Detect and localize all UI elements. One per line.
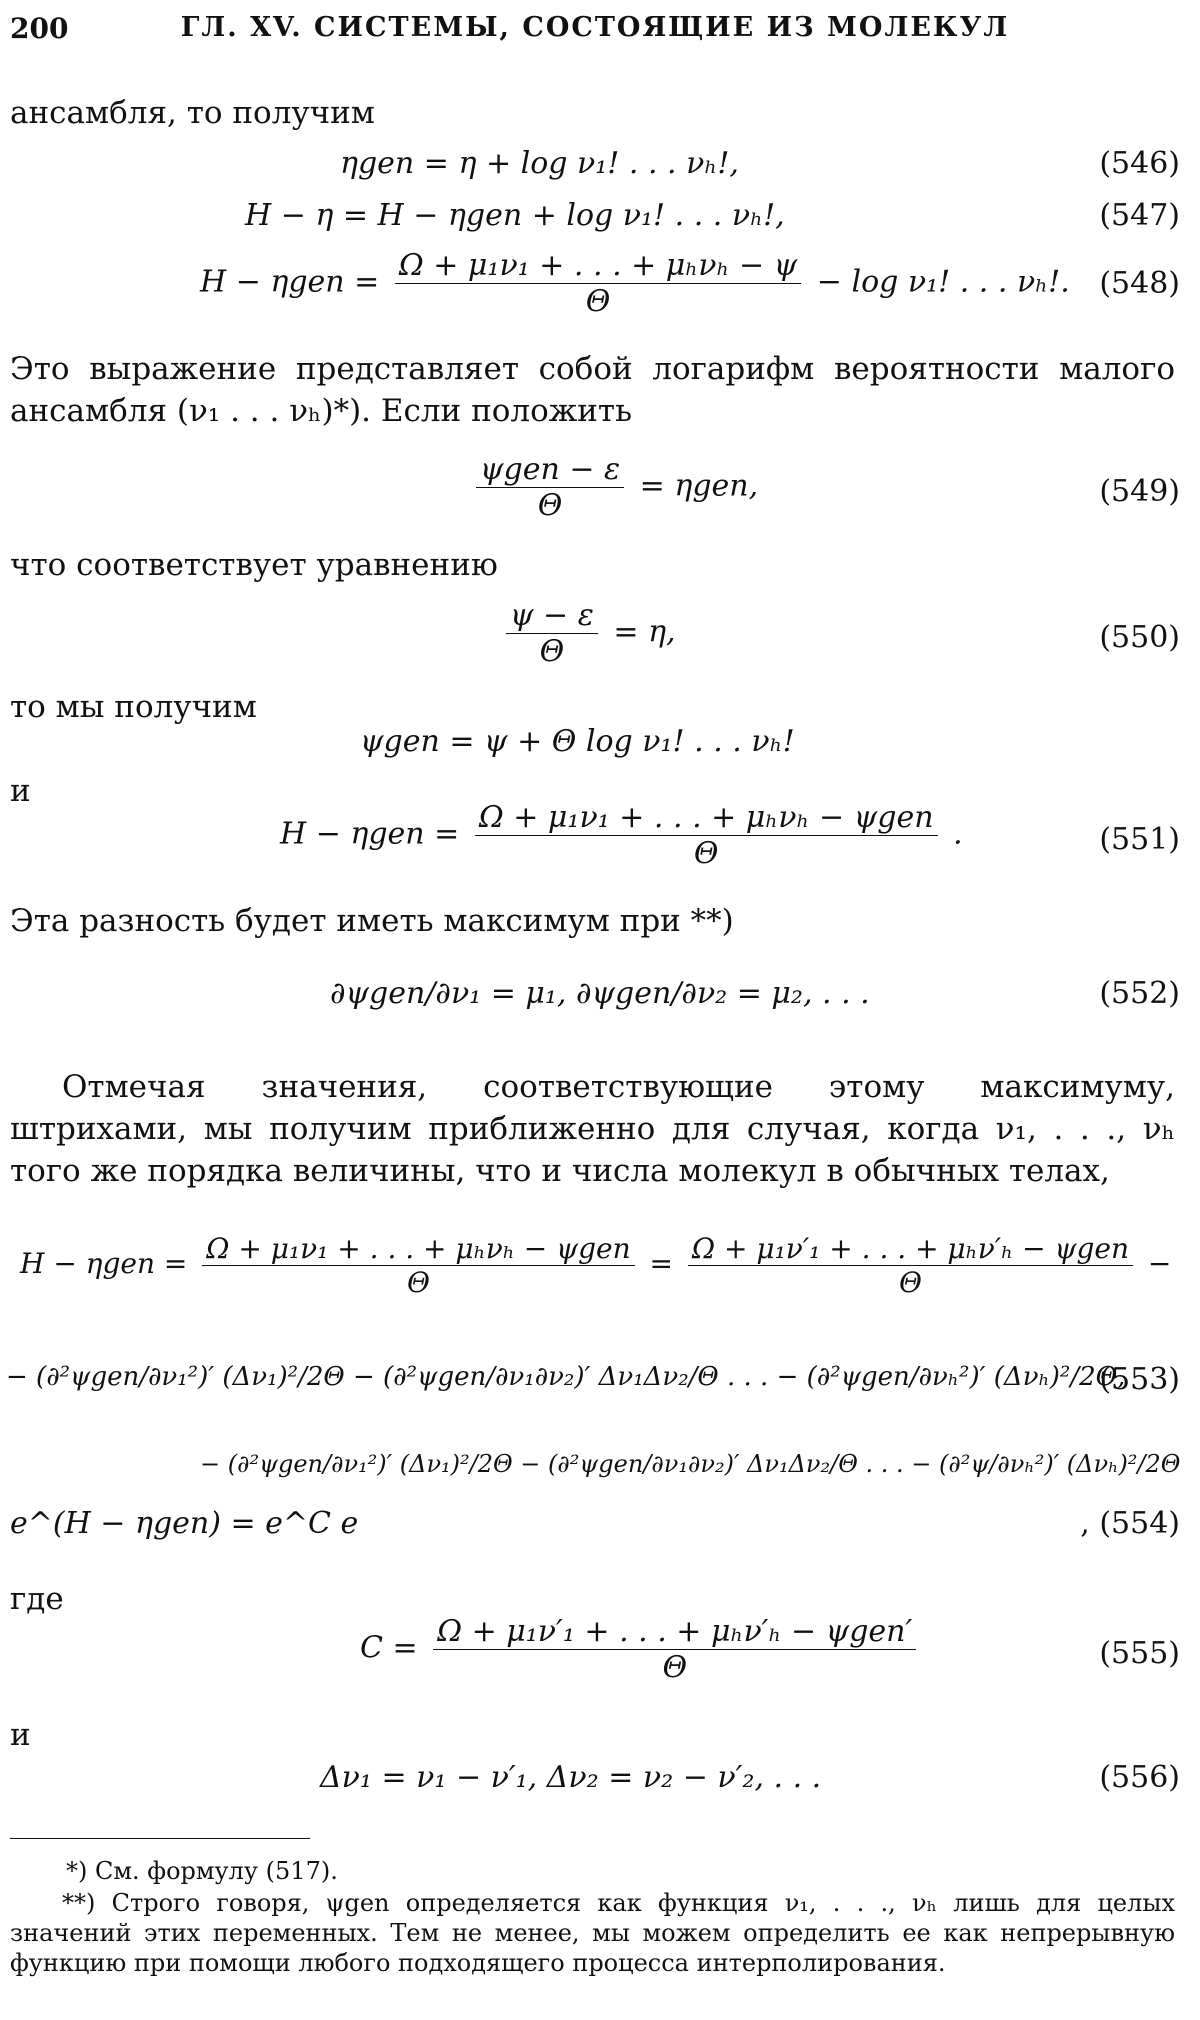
fraction: $\frac{\text{Ω + μ₁ν′₁ + . . . + μₕν′ₕ − ψgen}}{\Theta}$ [688,1232,1133,1299]
equation-555: C = $\frac{\text{Ω + μ₁ν′₁ + . . . + μₕν′ₕ − ψgen′}}{\Theta}$ (555) [360,1614,1180,1685]
page-header [10,12,1180,52]
paragraph-7: Отмечая значения, соответствующие этому максимуму, штрихами, мы получим приближенно для случая, когда ν₁, . . ., νₕ того же порядка величины, что и числа молекул в обычных телах, [10,1069,1175,1189]
paragraph-4: то мы получим [10,689,257,725]
paragraph-2: Это выражение представляет собой логарифм вероятности малого ансамбля (ν₁ . . . νₕ)*). Если положить [10,351,1175,429]
equation-550: $\frac{\psi - \varepsilon}{\Theta}$ = η, (550) [0,598,1180,680]
equation-553-line-1: H − ηgen = $\frac{\text{Ω + μ₁ν₁ + . . . + μₕνₕ − ψgen}}{\Theta}$ = $\frac{\text{Ω + μ₁ν′₁ + . . . + μₕν′ₕ − ψgen}}{\Theta}$ − [20,1232,1172,1299]
page-number: 200 [10,12,69,45]
fraction: $\frac{\text{Ω + μ₁ν₁ + . . . + μₕνₕ − ψ}}{\Theta}$ [395,248,801,319]
equation-553-line-2: − (∂²ψgen/∂ν₁²)′ (Δν₁)²/2Θ − (∂²ψgen/∂ν₁∂ν₂)′ Δν₁Δν₂/Θ . . . − (∂²ψgen/∂νₕ²)′ (Δνₕ)²/2Θ, (553) [6,1362,1180,1397]
paragraph-1: ансамбля, то получим [10,95,375,131]
equation-554: e^(H − ηgen) = e^C e , (554) [10,1506,1180,1541]
equation-556: Δν₁ = ν₁ − ν′₁, Δν₂ = ν₂ − ν′₂, . . . (556) [320,1760,1180,1795]
fraction: $\frac{\text{Ω + μ₁ν′₁ + . . . + μₕν′ₕ − ψgen′}}{\Theta}$ [433,1614,916,1685]
equation-554-exponent: − (∂²ψgen/∂ν₁²)′ (Δν₁)²/2Θ − (∂²ψgen/∂ν₁∂ν₂)′ Δν₁Δν₂/Θ . . . − (∂²ψ/∂νₕ²)′ (Δνₕ)²/2Θ [200,1450,1181,1478]
paragraph-8: где [10,1581,64,1617]
fraction: $\frac{\text{Ω + μ₁ν₁ + . . . + μₕνₕ − ψgen}}{\Theta}$ [202,1232,634,1299]
footnote-1: *) См. формулу (517). [66,1857,338,1885]
footnote-rule [10,1838,310,1839]
paragraph-3: что соответствует уравнению [10,547,498,583]
equation-546: ηgen = η + log ν₁! . . . νₕ!, (546) [340,146,1180,181]
equation-551: H − ηgen = $\frac{\text{Ω + μ₁ν₁ + . . . + μₕνₕ − ψgen}}{\Theta}$ . (551) [280,800,1180,871]
equation-psi-gen: ψgen = ψ + Θ log ν₁! . . . νₕ! [360,724,795,759]
paragraph-6: Эта разность будет иметь максимум при **) [10,903,734,939]
equation-552: ∂ψgen/∂ν₁ = μ₁, ∂ψgen/∂ν₂ = μ₂, . . . (552) [330,976,1180,1011]
equation-547: H − η = H − ηgen + log ν₁! . . . νₕ!, (547) [245,198,1180,233]
running-head: ГЛ. XV. СИСТЕМЫ, СОСТОЯЩИЕ ИЗ МОЛЕКУЛ [180,12,1010,43]
fraction: $\frac{\text{Ω + μ₁ν₁ + . . . + μₕνₕ − ψgen}}{\Theta}$ [475,800,938,871]
paragraph-5: и [10,773,31,809]
fraction: $\frac{\psi - \varepsilon}{\Theta}$ [506,598,598,669]
fraction: $\frac{\text{ψgen − ε}}{\Theta}$ [476,452,624,523]
footnote-2: **) Строго говоря, ψgen определяется как функция ν₁, . . ., νₕ лишь для целых значений этих переменных. Тем не менее, мы можем определить ее как непрерывную функцию при помощи любого подходящего процесса интерполирования. [10,1889,1175,1977]
equation-548: H − ηgen = $\frac{\text{Ω + μ₁ν₁ + . . . + μₕνₕ − ψ}}{\Theta}$ − log ν₁! . . . νₕ!. (548) [200,248,1180,319]
paragraph-9: и [10,1717,31,1753]
equation-549: $\frac{\text{ψgen − ε}}{\Theta}$ = ηgen, (549) [0,452,1180,534]
